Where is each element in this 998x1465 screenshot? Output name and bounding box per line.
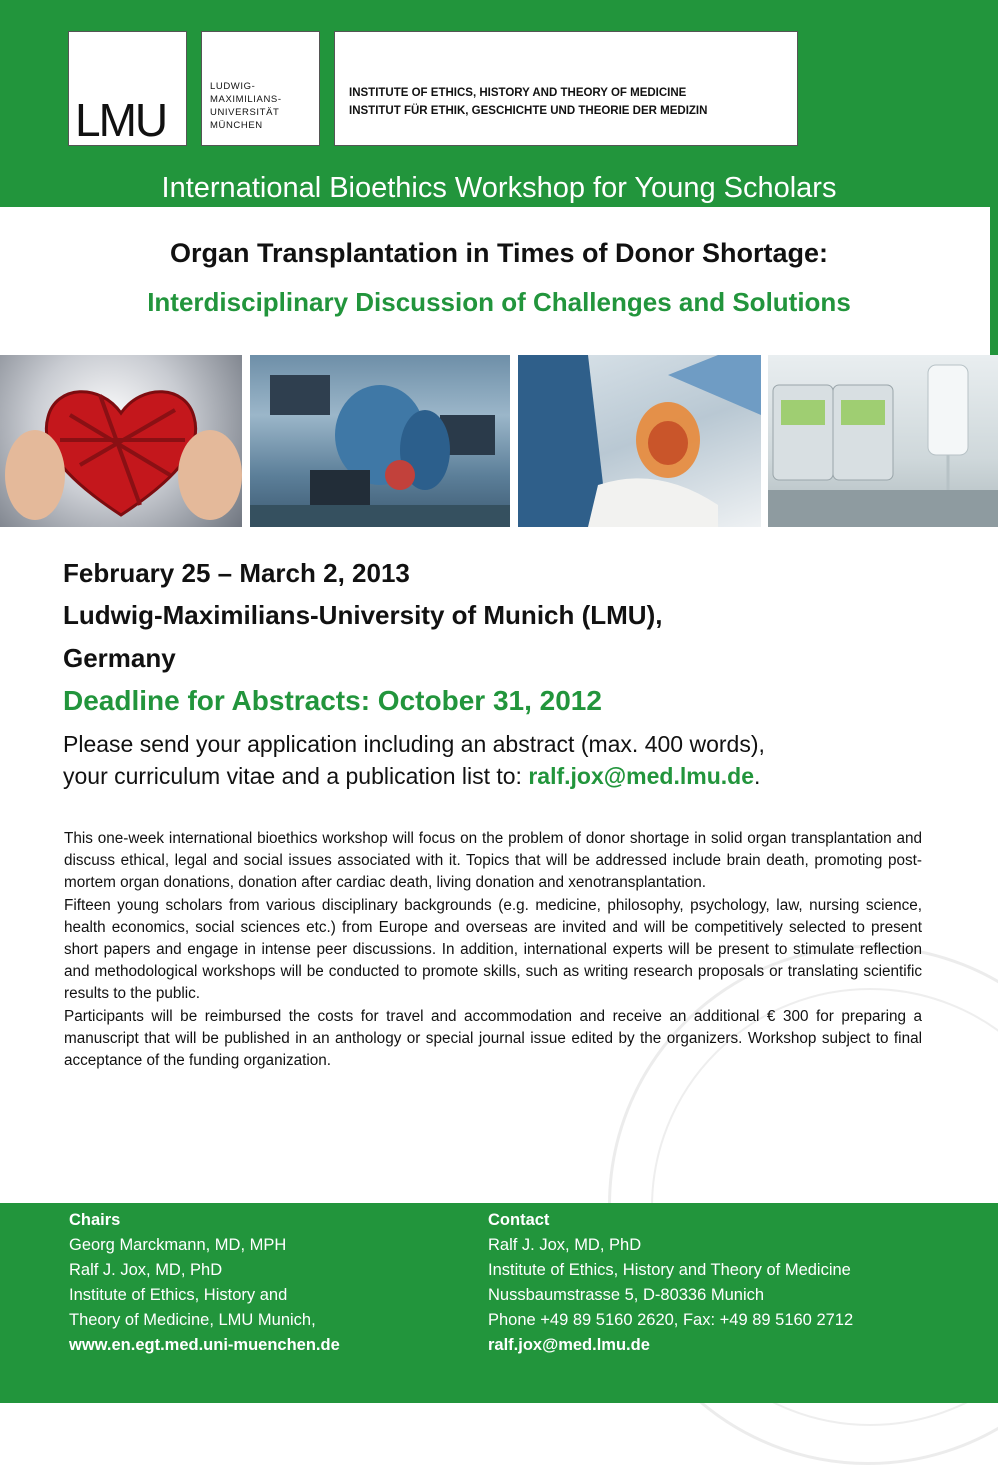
contact-email-link[interactable]: ralf.jox@med.lmu.de [488, 1336, 650, 1354]
infusion-pumps-photo [768, 355, 998, 527]
contact-phone-fax: Phone +49 89 5160 2620, Fax: +49 89 5160 2712 [488, 1311, 854, 1329]
chair-name: Georg Marckmann, MD, MPH [69, 1236, 287, 1254]
chairs-affiliation: Institute of Ethics, History and [69, 1286, 288, 1304]
event-dates: February 25 – March 2, 2013 [63, 558, 410, 588]
chairs-section [69, 1208, 340, 1358]
organ-bag-illustration [518, 355, 761, 527]
right-stripe [990, 207, 998, 357]
contact-address: Nussbaumstrasse 5, D-80336 Munich [488, 1286, 765, 1304]
chair-name: Ralf J. Jox, MD, PhD [69, 1261, 223, 1279]
contact-heading: Contact [488, 1211, 550, 1229]
contact-name: Ralf J. Jox, MD, PhD [488, 1236, 642, 1254]
infusion-pumps-illustration [768, 355, 998, 527]
application-email-link[interactable]: ralf.jox@med.lmu.de [528, 763, 754, 789]
lmu-logo-letters: LMU [75, 94, 167, 146]
university-name [210, 80, 318, 132]
description-paragraph: Participants will be reimbursed the costs for travel and accommodation and receive an additional € 300 for preparing a manuscript that will be published in an anthology or special journal issue edited by the organizers. Workshop subject to final acceptance of the funding organization. [64, 1007, 922, 1070]
university-name-box [201, 31, 320, 146]
organ-bag-photo [518, 355, 761, 527]
application-line-2-text: your curriculum vitae and a publication list to: [63, 763, 522, 789]
institute-name-de: INSTITUT FÜR ETHIK, GESCHICHTE UND THEORIE DER MEDIZIN [349, 105, 708, 117]
event-venue-country: Germany [63, 643, 176, 673]
sub-title: Interdisciplinary Discussion of Challenges and Solutions [147, 287, 851, 317]
application-line-2 [63, 760, 943, 792]
institute-name [349, 84, 707, 120]
operating-room-illustration [250, 355, 510, 527]
workshop-title: International Bioethics Workshop for Young Scholars [161, 172, 837, 204]
chairs-heading: Chairs [69, 1211, 121, 1229]
heart-photo [0, 355, 242, 527]
university-name-line: MAXIMILIANS- [210, 94, 282, 105]
contact-section [488, 1208, 853, 1358]
application-instructions [63, 728, 943, 792]
chairs-affiliation: Theory of Medicine, LMU Munich, [69, 1311, 316, 1329]
description-paragraph: This one-week international bioethics workshop will focus on the problem of donor shortage in solid organ transplantation and discuss ethical, legal and social issues associated with it. Topics that will be addressed include brain death, promoting post-mortem organ donations, donation after cardiac death, living donation and xenotransplantation. [64, 830, 922, 892]
application-line-1: Please send your application including an abstract (max. 400 words), [63, 731, 765, 757]
main-title: Organ Transplantation in Times of Donor Shortage: [169, 238, 829, 268]
university-name-line: MÜNCHEN [210, 120, 263, 131]
surgery-photo [250, 355, 510, 527]
contact-institute: Institute of Ethics, History and Theory of Medicine [488, 1261, 851, 1279]
university-name-line: LUDWIG- [210, 81, 256, 92]
description-paragraph: Fifteen young scholars from various disciplinary backgrounds (e.g. medicine, philosophy, psychology, law, nursing science, health economics, social sciences etc.) from Europe and overseas are invited and will be competitively selected to present short papers and engage in intense peer discussions. In addition, international experts will be present to stimulate reflection and methodological workshops will be conducted to promote skills, such as writing research proposals or translating scientific results to the public. [64, 896, 922, 1003]
abstract-deadline: Deadline for Abstracts: October 31, 2012 [63, 685, 602, 716]
institute-website-link[interactable]: www.en.egt.med.uni-muenchen.de [69, 1336, 340, 1354]
heart-illustration [0, 355, 242, 527]
event-venue: Ludwig-Maximilians-University of Munich (LMU), [63, 600, 663, 630]
institute-name-en: INSTITUTE OF ETHICS, HISTORY AND THEORY OF MEDICINE [349, 87, 687, 99]
university-name-line: UNIVERSITÄT [210, 107, 280, 118]
institute-name-box [334, 31, 798, 146]
lmu-logo [68, 31, 187, 146]
workshop-description [64, 828, 922, 1072]
application-line-2-end: . [754, 763, 761, 789]
